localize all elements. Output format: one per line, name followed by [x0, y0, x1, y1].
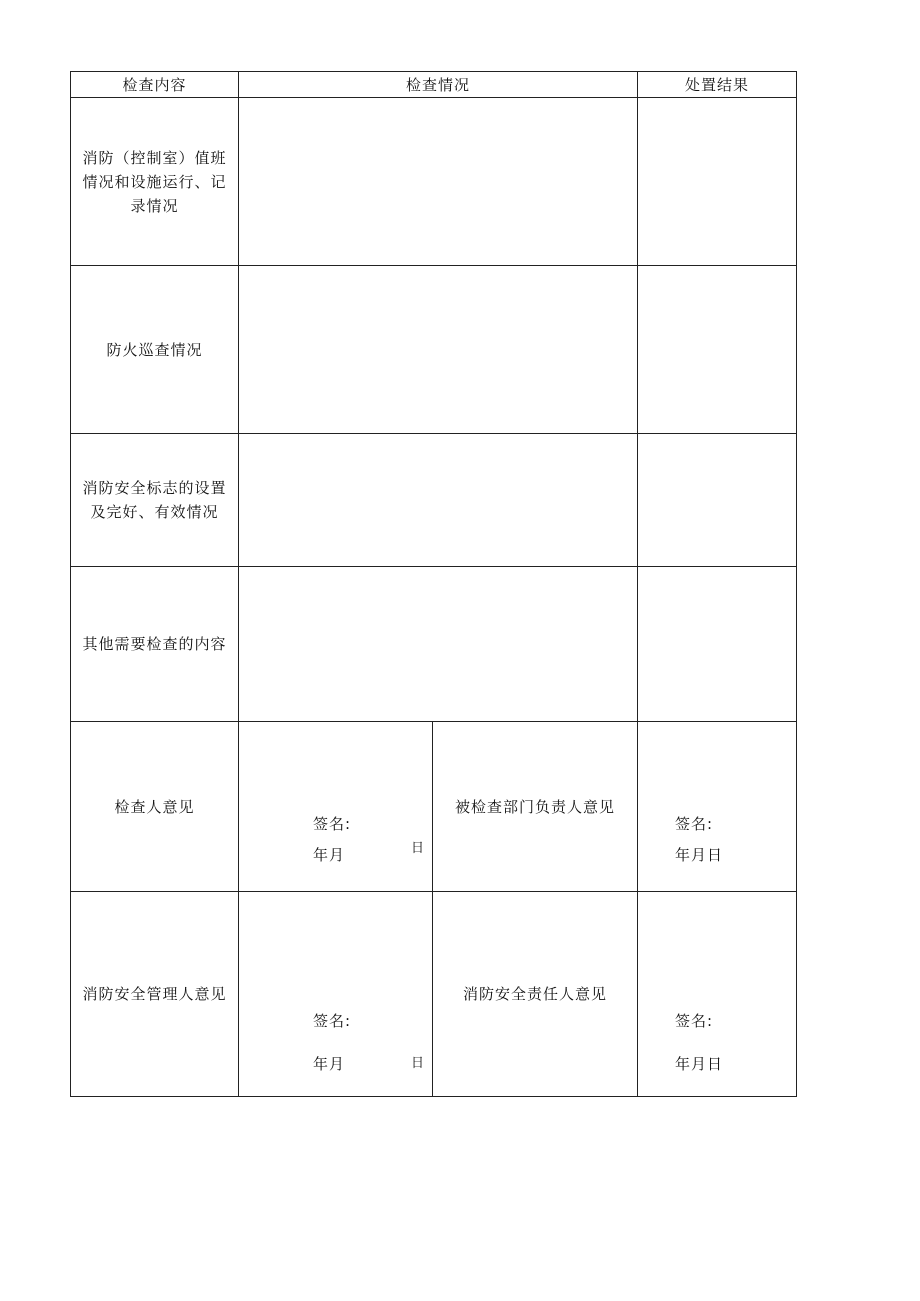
day-label: 日 [411, 841, 426, 856]
check-status-cell[interactable] [239, 567, 638, 722]
header-check-status: 检查情况 [239, 72, 638, 98]
date-label: 年月日 [675, 1055, 724, 1073]
disposal-result-cell[interactable] [638, 98, 797, 266]
safety-responsible-opinion-label: 消防安全责任人意见 [433, 892, 638, 1097]
row-label-fire-patrol: 防火巡查情况 [71, 266, 239, 434]
dept-head-opinion-label: 被检查部门负责人意见 [433, 722, 638, 892]
year-month-label: 年月 [313, 1055, 346, 1073]
signature-label: 签名: [313, 1012, 352, 1030]
header-disposal-result: 处置结果 [638, 72, 797, 98]
check-status-cell[interactable] [239, 434, 638, 567]
disposal-result-cell[interactable] [638, 266, 797, 434]
row-label-control-room: 消防（控制室）值班情况和设施运行、记录情况 [71, 98, 239, 266]
table-row [71, 266, 797, 434]
dept-head-signature-cell[interactable] [638, 722, 797, 892]
inspector-opinion-label: 检查人意见 [71, 722, 239, 892]
inspection-table [70, 71, 797, 1097]
check-status-cell[interactable] [239, 98, 638, 266]
header-check-content: 检查内容 [71, 72, 239, 98]
table-row [71, 434, 797, 567]
signature-row-manager [71, 892, 797, 1097]
table-row [71, 567, 797, 722]
table-row [71, 98, 797, 266]
signature-row-inspector [71, 722, 797, 892]
disposal-result-cell[interactable] [638, 434, 797, 567]
safety-manager-opinion-label: 消防安全管理人意见 [71, 892, 239, 1097]
date-label: 年月日 [675, 846, 724, 864]
row-label-safety-signs: 消防安全标志的设置及完好、有效情况 [71, 434, 239, 567]
inspector-signature-cell[interactable] [239, 722, 433, 892]
inspection-form [70, 71, 796, 1097]
safety-responsible-signature-cell[interactable] [638, 892, 797, 1097]
signature-label: 签名: [675, 815, 714, 833]
year-month-label: 年月 [313, 846, 346, 864]
row-label-other-items: 其他需要检查的内容 [71, 567, 239, 722]
signature-label: 签名: [675, 1012, 714, 1030]
check-status-cell[interactable] [239, 266, 638, 434]
disposal-result-cell[interactable] [638, 567, 797, 722]
signature-label: 签名: [313, 815, 352, 833]
safety-manager-signature-cell[interactable] [239, 892, 433, 1097]
day-label: 日 [411, 1056, 426, 1071]
header-row [71, 72, 797, 98]
